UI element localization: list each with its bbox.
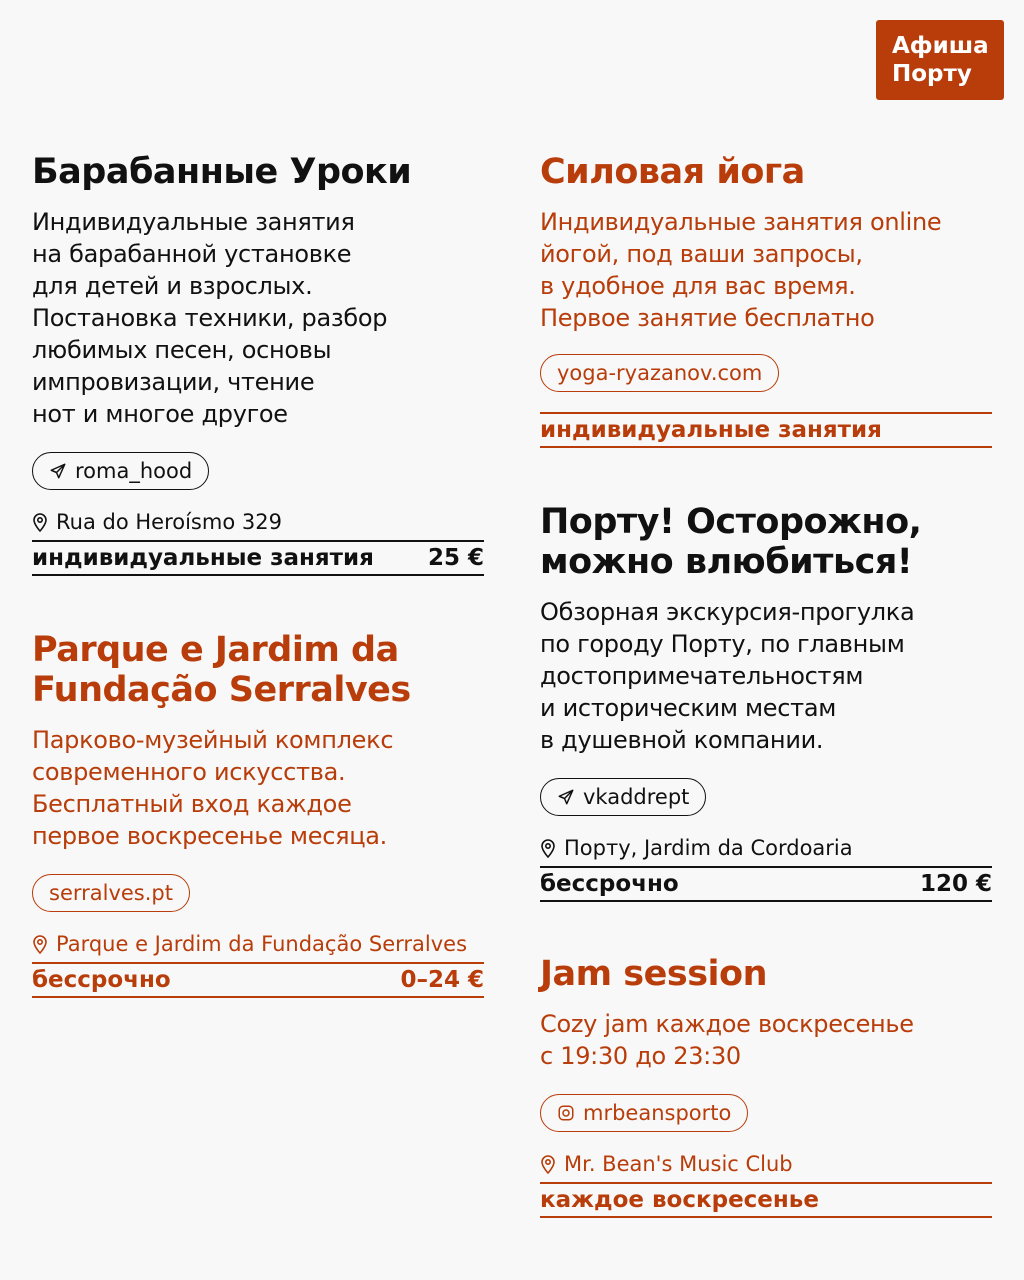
location-pin-icon [32,512,48,532]
event-title: Порту! Осторожно, можно влюбиться! [540,502,922,582]
event-location [32,930,484,958]
event-price: 25 € [427,545,484,571]
event-description: Индивидуальные занятия на барабанной установке для детей и взрослых. Постановка техники, разбор любимых песен, основы импровизации, чтение нот и многое другое [32,208,388,428]
event-category: индивидуальные занятия [32,545,374,571]
website-link[interactable] [540,354,779,392]
location-text: Rua do Heroísmo 329 [56,510,282,534]
event-description: Обзорная экскурсия-прогулка по городу Порту, по главным достопримечательностям и историческим местам в душевной компании. [540,598,915,754]
website-link[interactable] [32,874,190,912]
event-title: Jam session [540,954,767,994]
instagram-icon [557,1104,575,1122]
event-card-serralves [32,630,484,998]
event-meta [540,1182,992,1218]
event-category: бессрочно [32,967,171,993]
event-card-porto-tour [540,502,992,902]
event-description: Cozy jam каждое воскресенье с 19:30 до 23:30 [540,1010,914,1070]
location-pin-icon [32,934,48,954]
logo [876,20,1004,100]
website-text: serralves.pt [49,881,173,905]
contact-link[interactable] [32,452,209,490]
contact-handle: roma_hood [75,459,193,483]
contact-handle: mrbeansporto [583,1101,732,1125]
event-category: каждое воскресенье [540,1187,819,1213]
event-location [540,834,992,862]
location-text: Parque e Jardim da Fundação Serralves [56,932,468,956]
contact-handle: vkaddrept [583,785,690,809]
telegram-icon [557,788,575,806]
event-meta [32,962,484,998]
location-text: Порту, Jardim da Cordoaria [564,836,853,860]
event-description: Парково-музейный комплекс современного искусства. Бесплатный вход каждое первое воскресенье месяца. [32,726,394,850]
event-category: бессрочно [540,871,679,897]
event-card-jam-session [540,954,992,1218]
event-title: Барабанные Уроки [32,152,412,192]
event-location [32,508,484,536]
event-meta [540,866,992,902]
location-text: Mr. Bean's Music Club [564,1152,793,1176]
event-price: 0–24 € [400,967,484,993]
event-card-drum-lessons [32,152,484,576]
event-category: индивидуальные занятия [540,417,882,443]
event-card-yoga [540,152,992,448]
event-meta [540,412,992,448]
event-price: 120 € [919,871,992,897]
location-pin-icon [540,838,556,858]
logo-line2: Порту [892,61,972,87]
logo-line1: Афиша [892,33,989,59]
event-location [540,1150,992,1178]
event-title: Силовая йога [540,152,805,192]
telegram-icon [49,462,67,480]
contact-link[interactable] [540,1094,748,1132]
website-text: yoga-ryazanov.com [557,361,763,385]
event-meta [32,540,484,576]
event-title: Parque e Jardim da Fundação Serralves [32,630,411,710]
event-description: Индивидуальные занятия online йогой, под ваши запросы, в удобное для вас время. Первое занятие бесплатно [540,208,942,332]
contact-link[interactable] [540,778,706,816]
location-pin-icon [540,1154,556,1174]
